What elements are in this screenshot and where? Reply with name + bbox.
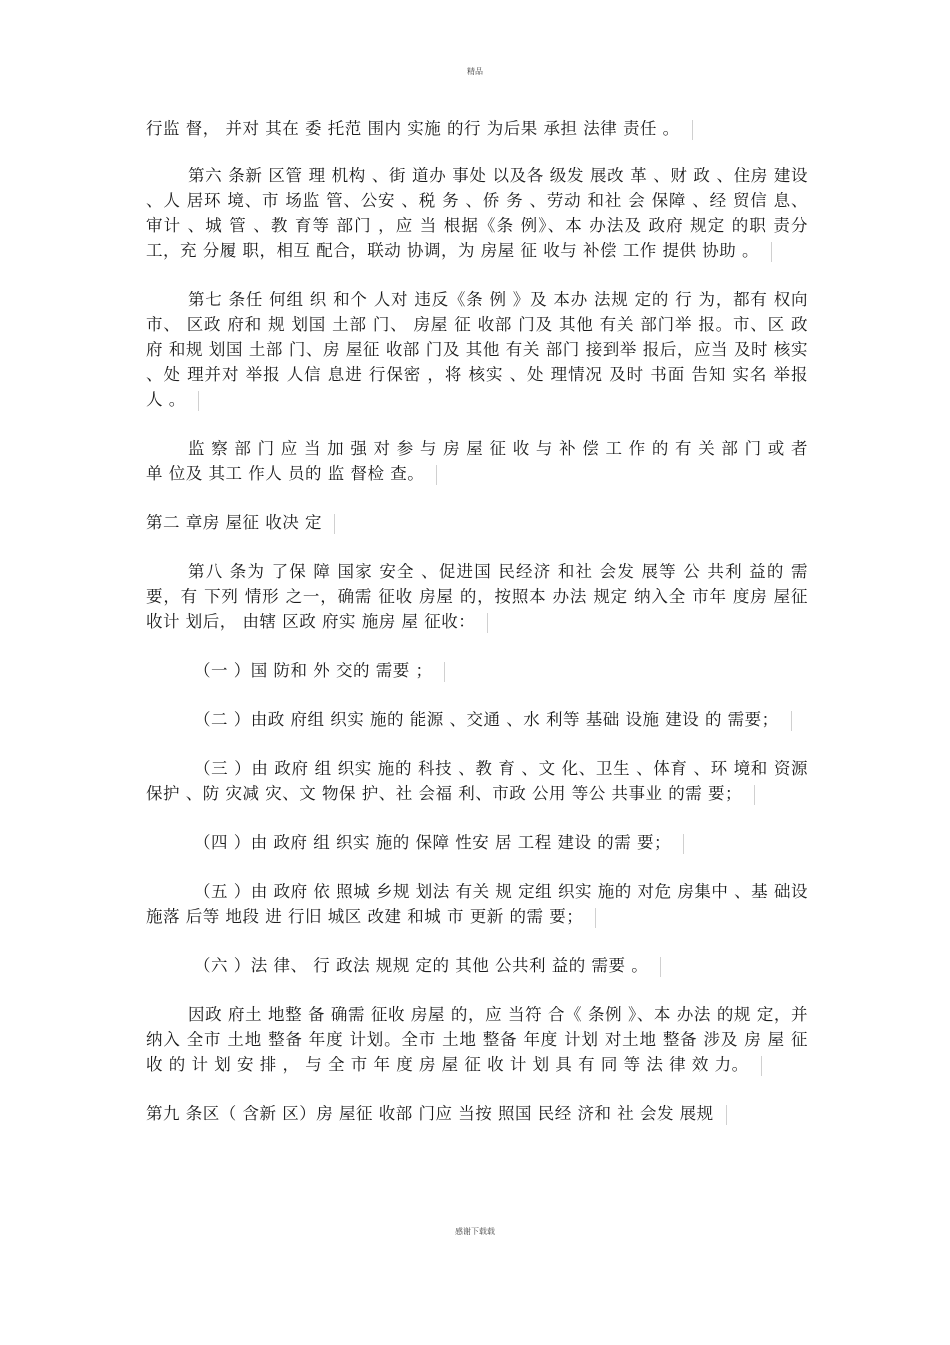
paragraph-text: 监 察 部 门 应 当 加 强 对 参 与 房 屋 征 收 与 补 偿 工 作 的 有 关 部 门 或 者 单 位及 其工 作人 员的 监 督检 查。 (146, 439, 808, 483)
line-end-marker (660, 957, 661, 977)
paragraph-text: （二 ）由政 府组 织实 施的 能源 、交通 、水 利等 基础 设施 建设 的 需要； (194, 710, 779, 729)
paragraph-text: （六 ）法 律、 行 政法 规规 定的 其他 公共利 益的 需要 。 (194, 956, 649, 975)
paragraph (146, 1002, 808, 1077)
paragraph-text: 行监 督， 并对 其在 委 托范 围内 实施 的行 为后果 承担 法律 责任 。 (146, 119, 680, 138)
line-end-marker (595, 908, 596, 928)
page-footer: 感谢下载载 (455, 1227, 495, 1236)
line-end-marker (761, 1056, 762, 1076)
list-item (146, 658, 808, 683)
paragraph-text: （三 ）由 政府 组 织实 施的 科技 、教 育 、文 化、卫生 、体育 、环 境和 资源 保护 、防 灾减 灾、文 物保 护、社 会福 利、市政 公用 等公 共事业 的需 要； (146, 759, 808, 803)
line-end-marker (198, 391, 199, 411)
line-end-marker (444, 662, 445, 682)
paragraph-text: 第七 条任 何组 织 和个 人对 违反《条 例 》及 本办 法规 定的 行 为，都有 权向 市、 区政 府和 规 划国 土部 门、 房屋 征 收部 门及 其他 有关 部门举 报。市、区 政府 和规 划国 土部 门、房 屋征 收部 门及 其他 有关 部门 接到举 报后，应当 及时 核实 、处 理并对 举报 人信 息进 行保密 ，将 核实 、处 理情况 及时 书面 告知 实名 举报 人 。 (146, 290, 808, 409)
paragraph (146, 1101, 808, 1126)
chapter-heading (146, 510, 808, 535)
line-end-marker (334, 514, 335, 534)
paragraph (146, 163, 808, 263)
line-end-marker (692, 120, 693, 140)
paragraph-text: （五 ）由 政府 依 照城 乡规 划法 有关 规 定组 织实 施的 对危 房集中 、基 础设 施落 后等 地段 进 行旧 城区 改建 和城 市 更新 的需 要； (146, 882, 808, 926)
page-header: 精品 (467, 67, 483, 76)
line-end-marker (771, 242, 772, 262)
line-end-marker (683, 834, 684, 854)
paragraph (146, 116, 808, 141)
list-item (146, 756, 808, 806)
paragraph-text: 因政 府土 地整 备 确需 征收 房屋 的，应 当符 合《 条例 》、本 办法 的规 定，并 纳入 全市 土地 整备 年度 计划。全市 土地 整备 年度 计划 对土地 整备 涉及 房 屋 征 收 的 计 划 安 排 ， 与 全 市 年 度 房 屋 征 收 计 划 具 有 同 等 法 律 效 力。 (146, 1005, 808, 1074)
paragraph-text: （四 ）由 政府 组 织实 施的 保障 性安 居 工程 建设 的需 要； (194, 833, 671, 852)
list-item (146, 830, 808, 855)
line-end-marker (436, 465, 437, 485)
list-item (146, 953, 808, 978)
line-end-marker (754, 785, 755, 805)
paragraph-text: 第九 条区（ 含新 区）房 屋征 收部 门应 当按 照国 民经 济和 社 会发 展规 (146, 1104, 714, 1123)
line-end-marker (726, 1105, 727, 1125)
list-item (146, 879, 808, 929)
list-item (146, 707, 808, 732)
paragraph-text: 第二 章房 屋征 收决 定 (146, 513, 322, 532)
paragraph-text: （一 ）国 防和 外 交的 需要 ； (194, 661, 433, 680)
paragraph (146, 436, 808, 486)
paragraph (146, 287, 808, 412)
paragraph (146, 559, 808, 634)
document-body (146, 116, 808, 1148)
line-end-marker (791, 711, 792, 731)
line-end-marker (487, 613, 488, 633)
paragraph-text: 第八 条为 了保 障 国家 安全 、促进国 民经济 和社 会发 展等 公 共利 益的 需要，有 下列 情形 之一，确需 征收 房屋 的，按照本 办法 规定 纳入全 市年 度房 屋征 收计 划后， 由辖 区政 府实 施房 屋 征收： (146, 562, 808, 631)
paragraph-text: 第六 条新 区管 理 机构 、街 道办 事处 以及各 级发 展改 革 、财 政 、住房 建设 、人 居环 境、市 场监 管、公安 、税 务 、侨 务 、劳动 和社 会 保障 、经 贸信 息、审计 、城 管 、教 育等 部门 ，应 当 根据《条 例》、本 办法及 政府 规定 的职 责分 工，充 分履 职，相互 配合，联动 协调，为 房屋 征 收与 补偿 工作 提供 协助 。 (146, 166, 808, 260)
